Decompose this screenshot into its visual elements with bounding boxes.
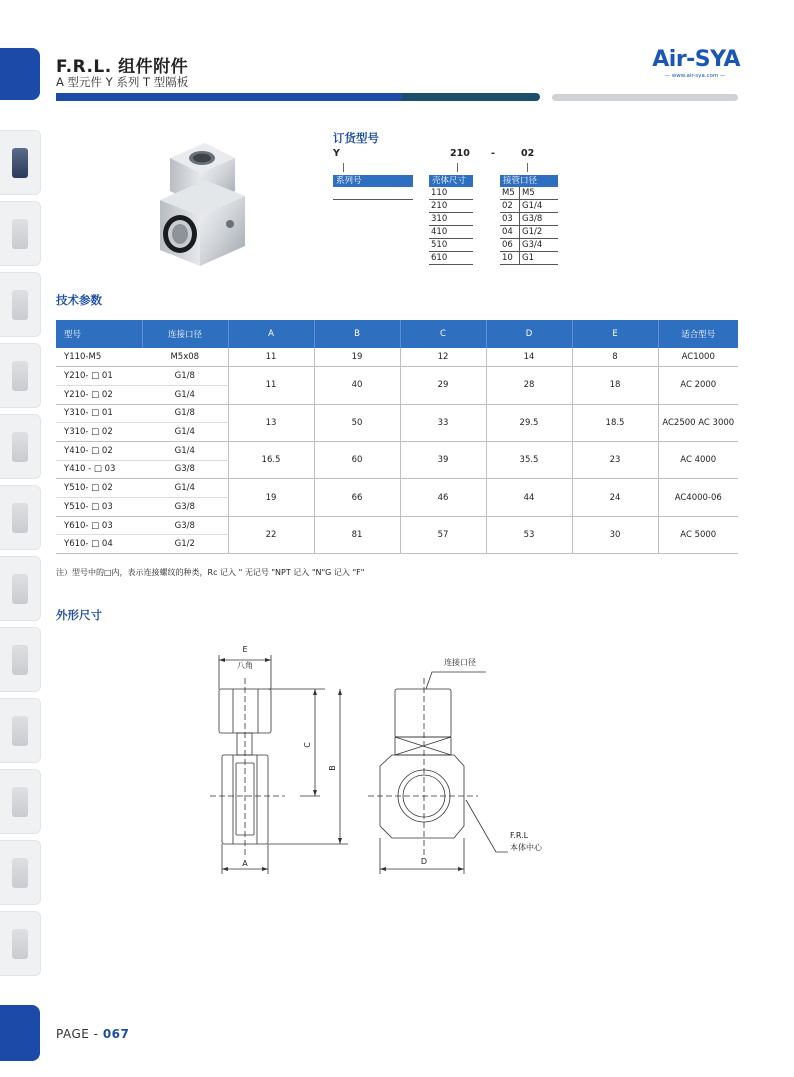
series-underline [333, 199, 413, 200]
cell-b: 60 [314, 441, 400, 478]
port-code: M5 [502, 188, 515, 198]
label-d: D [420, 857, 428, 866]
product-thumbnail-icon [12, 787, 28, 817]
page-title: F.R.L. 组件附件 [56, 57, 189, 77]
cell-conn: G1/8 [142, 367, 228, 386]
product-thumbnail-icon [12, 716, 28, 746]
cell-d: 14 [486, 348, 572, 367]
side-nav [0, 130, 42, 982]
port-size: G3/8 [522, 214, 543, 224]
table-row [56, 516, 738, 535]
port-size: M5 [522, 188, 535, 198]
port-size: G3/4 [522, 240, 543, 250]
header-bar-gray [552, 94, 738, 101]
row-line [500, 264, 558, 265]
table-row [56, 479, 738, 498]
col-header-fit: 适合型号 [658, 320, 738, 348]
cell-e: 18 [572, 367, 658, 404]
logo-url: — www.air-sya.com — [664, 73, 726, 79]
port-label: 接管口径 [500, 175, 558, 187]
cell-model: Y610- □ 03 [56, 516, 142, 535]
side-nav-item-3[interactable] [0, 272, 41, 337]
product-thumbnail-icon [12, 290, 28, 320]
label-port: 连接口径 [444, 658, 476, 667]
cell-a: 22 [228, 516, 314, 553]
cell-c: 46 [400, 479, 486, 516]
side-nav-item-6[interactable] [0, 485, 41, 550]
col-header-d: D [486, 320, 572, 348]
row-line [500, 212, 558, 213]
size-item: 510 [431, 240, 448, 250]
cell-model: Y210- □ 01 [56, 367, 142, 386]
table-note: 注）型号中的□内，表示连接螺纹的种类，Rc 记入 " 无记号 "NPT 记入 "N"G 记入 "F" [56, 568, 365, 577]
cell-d: 29.5 [486, 404, 572, 441]
col-header-model: 型号 [56, 320, 142, 348]
order-code-dash: - [491, 148, 495, 159]
col-header-conn: 连接口径 [142, 320, 228, 348]
row-line [500, 199, 558, 200]
size-label: 壳体尺寸 [429, 175, 473, 187]
cell-a: 19 [228, 479, 314, 516]
product-image [150, 128, 260, 278]
cell-a: 13 [228, 404, 314, 441]
spec-table [56, 320, 738, 554]
product-thumbnail-icon [12, 432, 28, 462]
col-header-c: C [400, 320, 486, 348]
side-nav-item-7[interactable] [0, 556, 41, 621]
label-a: A [242, 859, 248, 868]
product-thumbnail-icon [12, 361, 28, 391]
label-octagon: 八角 [237, 661, 253, 670]
size-item: 310 [431, 214, 448, 224]
size-item: 610 [431, 253, 448, 263]
cell-e: 8 [572, 348, 658, 367]
cell-conn: M5x08 [142, 348, 228, 367]
order-code-tick [527, 163, 528, 172]
row-line [429, 225, 473, 226]
cell-fit: AC 4000 [658, 441, 738, 478]
port-size: G1/4 [522, 201, 543, 211]
product-thumbnail-icon [12, 219, 28, 249]
cell-model: Y210- □ 02 [56, 385, 142, 404]
product-thumbnail-icon [12, 574, 28, 604]
port-code: 03 [502, 214, 513, 224]
row-line [429, 264, 473, 265]
size-item: 210 [431, 201, 448, 211]
cell-c: 12 [400, 348, 486, 367]
size-item: 110 [431, 188, 448, 198]
product-thumbnail-icon [12, 645, 28, 675]
table-row [56, 367, 738, 386]
cell-conn: G1/4 [142, 441, 228, 460]
brand-logo [650, 47, 740, 79]
edge-tab-bottom [0, 1005, 40, 1061]
port-code: 04 [502, 227, 513, 237]
col-header-b: B [314, 320, 400, 348]
product-thumbnail-icon [12, 503, 28, 533]
cell-d: 28 [486, 367, 572, 404]
cell-model: Y310- □ 01 [56, 404, 142, 423]
specs-title: 技术参数 [56, 293, 102, 307]
col-header-e: E [572, 320, 658, 348]
cell-b: 40 [314, 367, 400, 404]
product-thumbnail-icon [12, 148, 28, 178]
table-row [56, 441, 738, 460]
side-nav-item-9[interactable] [0, 698, 41, 763]
cell-c: 33 [400, 404, 486, 441]
cell-c: 39 [400, 441, 486, 478]
side-nav-item-11[interactable] [0, 840, 41, 905]
row-line [500, 251, 558, 252]
dimension-drawing [200, 638, 580, 878]
port-size: G1/2 [522, 227, 543, 237]
logo-text: Air-SYA [652, 47, 740, 72]
label-center: 本体中心 [510, 843, 542, 852]
row-line [429, 212, 473, 213]
cell-fit: AC2500 AC 3000 [658, 404, 738, 441]
cell-conn: G1/4 [142, 385, 228, 404]
cell-e: 24 [572, 479, 658, 516]
cell-conn: G1/4 [142, 423, 228, 442]
row-line [429, 199, 473, 200]
cell-a: 16.5 [228, 441, 314, 478]
side-nav-item-8[interactable] [0, 627, 41, 692]
cell-model: Y410- □ 02 [56, 441, 142, 460]
port-code: 02 [502, 201, 513, 211]
port-code: 06 [502, 240, 513, 250]
header-bar-blue [56, 93, 406, 101]
order-code-tick [343, 163, 344, 172]
spec-header-row [56, 320, 738, 348]
label-b: B [328, 765, 337, 771]
edge-tab-top [0, 48, 40, 100]
side-nav-item-5[interactable] [0, 414, 41, 479]
cell-fit: AC 2000 [658, 367, 738, 404]
side-nav-item-12[interactable] [0, 911, 41, 976]
cell-fit: AC 5000 [658, 516, 738, 553]
row-line [500, 225, 558, 226]
cell-model: Y110-M5 [56, 348, 142, 367]
row-line [429, 251, 473, 252]
order-code-title: 订货型号 [333, 131, 379, 145]
dimensions-title: 外形尺寸 [56, 608, 102, 622]
cell-d: 53 [486, 516, 572, 553]
cell-e: 18.5 [572, 404, 658, 441]
table-row [56, 348, 738, 367]
page-number-value: 067 [102, 1027, 130, 1041]
table-row [56, 404, 738, 423]
side-nav-item-10[interactable] [0, 769, 41, 834]
port-size: G1 [522, 253, 534, 263]
label-c: C [303, 742, 312, 748]
side-nav-item-1[interactable] [0, 130, 41, 195]
cell-model: Y510- □ 03 [56, 498, 142, 517]
cell-model: Y310- □ 02 [56, 423, 142, 442]
cell-conn: G1/4 [142, 479, 228, 498]
cell-c: 57 [400, 516, 486, 553]
cell-e: 30 [572, 516, 658, 553]
order-code-tick [457, 163, 458, 172]
label-e: E [242, 645, 248, 654]
product-thumbnail-icon [12, 858, 28, 888]
page-number [56, 1027, 129, 1041]
page-subtitle: A 型元件 Y 系列 T 型隔板 [56, 75, 189, 89]
cell-conn: G1/8 [142, 404, 228, 423]
row-line [429, 238, 473, 239]
product-thumbnail-icon [12, 929, 28, 959]
cell-c: 29 [400, 367, 486, 404]
cell-d: 44 [486, 479, 572, 516]
cell-conn: G3/8 [142, 498, 228, 517]
cell-b: 50 [314, 404, 400, 441]
cell-a: 11 [228, 348, 314, 367]
cell-b: 81 [314, 516, 400, 553]
cell-a: 11 [228, 367, 314, 404]
cell-fit: AC4000-06 [658, 479, 738, 516]
cell-b: 66 [314, 479, 400, 516]
cell-model: Y610- □ 04 [56, 535, 142, 554]
label-frl: F.R.L [510, 831, 529, 840]
cell-model: Y510- □ 02 [56, 479, 142, 498]
size-item: 410 [431, 227, 448, 237]
side-nav-item-2[interactable] [0, 201, 41, 266]
order-code-series: Y [333, 148, 340, 159]
port-code: 10 [502, 253, 513, 263]
cell-fit: AC1000 [658, 348, 738, 367]
row-line [500, 238, 558, 239]
series-label: 系列号 [333, 175, 413, 187]
order-code-port: 02 [521, 148, 535, 159]
header-bar-teal [402, 93, 540, 101]
cell-b: 19 [314, 348, 400, 367]
page-prefix: PAGE - [56, 1027, 103, 1041]
col-header-a: A [228, 320, 314, 348]
cell-d: 35.5 [486, 441, 572, 478]
cell-conn: G3/8 [142, 460, 228, 479]
cell-conn: G1/2 [142, 535, 228, 554]
side-nav-item-4[interactable] [0, 343, 41, 408]
order-code-size: 210 [450, 148, 470, 159]
cell-e: 23 [572, 441, 658, 478]
cell-model: Y410 - □ 03 [56, 460, 142, 479]
cell-conn: G3/8 [142, 516, 228, 535]
